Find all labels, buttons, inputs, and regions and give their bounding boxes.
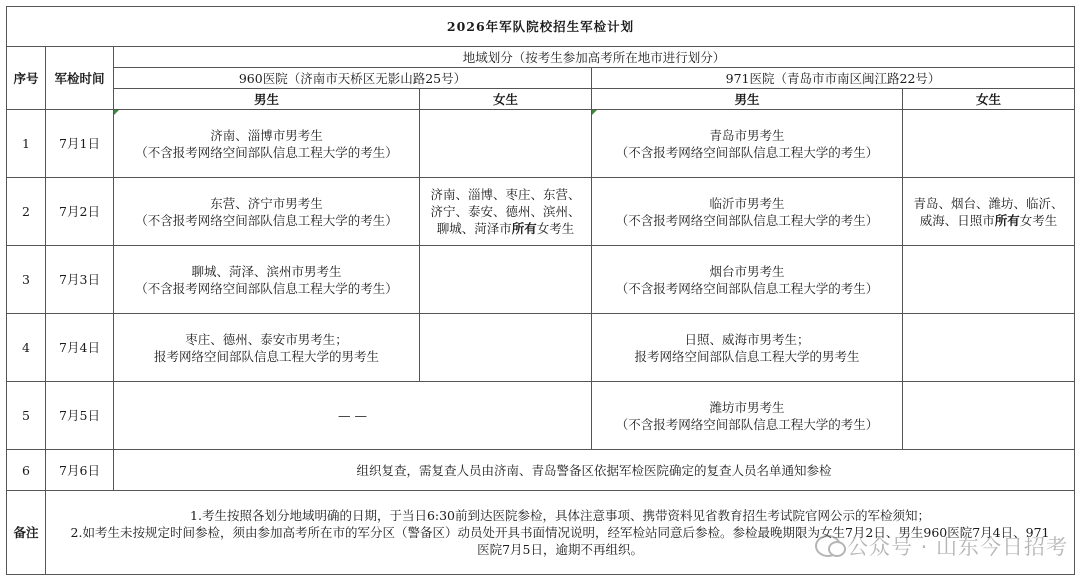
row-time: 7月1日 bbox=[46, 110, 114, 178]
cell-line: 枣庄、德州、泰安市男考生； bbox=[185, 331, 348, 347]
cell-line: 东营、济宁市男考生 bbox=[210, 195, 323, 211]
table-row bbox=[7, 178, 1075, 246]
table-row bbox=[7, 246, 1075, 314]
cell-960-male bbox=[114, 178, 420, 246]
cell-merged-recheck: 组织复查，需复查人员由济南、青岛警备区依据军检医院确定的复查人员名单通知参检 bbox=[114, 450, 1075, 491]
header-region bbox=[114, 47, 1075, 68]
notes-line: 1.考生按照各划分地域明确的日期，于当日6:30前到达医院参检，具体注意事项、携带资料见省教育招生考试院官网公示的军检须知； bbox=[190, 508, 931, 523]
cell-line: 济宁、泰安、德州、滨州、 bbox=[430, 204, 581, 219]
cell-line: 烟台市男考生 bbox=[709, 263, 785, 279]
cell-960-male bbox=[114, 314, 420, 382]
cell-text-bold: 所有 bbox=[994, 212, 1020, 228]
cell-line: （不含报考网络空间部队信息工程大学的考生） bbox=[615, 416, 879, 432]
cell-971-female bbox=[903, 382, 1075, 450]
cell-971-male bbox=[592, 382, 903, 450]
header-960-male: 男生 bbox=[114, 89, 420, 110]
cell-line bbox=[420, 220, 591, 237]
cell-line: （不含报考网络空间部队信息工程大学的考生） bbox=[135, 144, 398, 160]
cell-line: 报考网络空间部队信息工程大学的男考生 bbox=[153, 348, 379, 364]
cell-line: （不含报考网络空间部队信息工程大学的考生） bbox=[135, 280, 398, 296]
cell-line: （不含报考网络空间部队信息工程大学的考生） bbox=[615, 280, 879, 296]
cell-text: 聊城、菏泽市 bbox=[436, 221, 512, 236]
cell-971-male bbox=[592, 246, 903, 314]
cell-text-bold: 所有 bbox=[511, 221, 537, 236]
row-time: 7月4日 bbox=[46, 314, 114, 382]
cell-line: 临沂市男考生 bbox=[709, 195, 785, 211]
row-time: 7月2日 bbox=[46, 178, 114, 246]
header-region-label: 地域划分 bbox=[462, 49, 513, 65]
header-region-note: （按考生参加高考所在地市进行划分） bbox=[512, 49, 726, 65]
notes-label: 备注 bbox=[7, 491, 46, 575]
table-row bbox=[7, 382, 1075, 450]
header-971-female: 女生 bbox=[903, 89, 1075, 110]
notes-line: 医院7月5日，逾期不再组织。 bbox=[477, 542, 643, 557]
table-row bbox=[7, 450, 1075, 491]
header-971-male: 男生 bbox=[592, 89, 903, 110]
notes-content bbox=[46, 491, 1075, 575]
cell-line: 潍坊市男考生 bbox=[709, 399, 785, 415]
cell-971-female bbox=[903, 314, 1075, 382]
cell-text: 威海、日照市 bbox=[919, 212, 995, 228]
row-time: 7月6日 bbox=[46, 450, 114, 491]
row-seq: 1 bbox=[7, 110, 46, 178]
cell-line: （不含报考网络空间部队信息工程大学的考生） bbox=[135, 212, 398, 228]
row-seq: 6 bbox=[7, 450, 46, 491]
cell-971-male bbox=[592, 314, 903, 382]
row-seq: 2 bbox=[7, 178, 46, 246]
table-row bbox=[7, 110, 1075, 178]
cell-971-female bbox=[903, 178, 1075, 246]
cell-971-male bbox=[592, 178, 903, 246]
cell-text: 女考生 bbox=[536, 221, 575, 236]
cell-960-male bbox=[114, 110, 420, 178]
header-time: 军检时间 bbox=[46, 47, 114, 110]
cell-960-male bbox=[114, 246, 420, 314]
row-seq: 5 bbox=[7, 382, 46, 450]
cell-line: 青岛市男考生 bbox=[709, 127, 785, 143]
header-hospital-971: 971医院（青岛市市南区闽江路22号） bbox=[592, 68, 1075, 89]
watermark-text: 公众号 · 山东今日招考 bbox=[846, 535, 1068, 559]
exam-plan-table bbox=[6, 6, 1075, 575]
notes-row bbox=[7, 491, 1075, 575]
cell-line: 济南、淄博市男考生 bbox=[210, 127, 323, 143]
cell-971-female bbox=[903, 246, 1075, 314]
cell-line: 日照、威海市男考生； bbox=[684, 331, 810, 347]
table-title: 2026年军队院校招生军检计划 bbox=[7, 7, 1075, 47]
cell-line: （不含报考网络空间部队信息工程大学的考生） bbox=[615, 144, 879, 160]
row-seq: 4 bbox=[7, 314, 46, 382]
cell-960-female bbox=[420, 314, 592, 382]
cell-line: （不含报考网络空间部队信息工程大学的考生） bbox=[615, 212, 879, 228]
cell-line bbox=[903, 212, 1074, 229]
table-row bbox=[7, 314, 1075, 382]
header-960-female: 女生 bbox=[420, 89, 592, 110]
row-seq: 3 bbox=[7, 246, 46, 314]
cell-text: 女考生 bbox=[1019, 212, 1058, 228]
cell-960-female bbox=[420, 178, 592, 246]
cell-960-female bbox=[420, 246, 592, 314]
cell-line: 青岛、烟台、潍坊、临沂、 bbox=[913, 195, 1064, 211]
row-time: 7月3日 bbox=[46, 246, 114, 314]
header-seq: 序号 bbox=[7, 47, 46, 110]
cell-line: 济南、淄博、枣庄、东营、 bbox=[430, 187, 581, 202]
header-hospital-960: 960医院（济南市天桥区无影山路25号） bbox=[114, 68, 592, 89]
cell-971-male bbox=[592, 110, 903, 178]
cell-960-merged: — — bbox=[114, 382, 592, 450]
notes-line: 2.如考生未按规定时间参检，须由参加高考所在市的军分区（警备区）动员处开具书面情况说明，经军检站同意后参检。参检最晚期限为女生7月2日、男生960医院7月4日、971 bbox=[70, 525, 1050, 540]
cell-line: 报考网络空间部队信息工程大学的男考生 bbox=[634, 348, 860, 364]
cell-960-female bbox=[420, 110, 592, 178]
cell-line: 聊城、菏泽、滨州市男考生 bbox=[191, 263, 342, 279]
row-time: 7月5日 bbox=[46, 382, 114, 450]
cell-971-female bbox=[903, 110, 1075, 178]
